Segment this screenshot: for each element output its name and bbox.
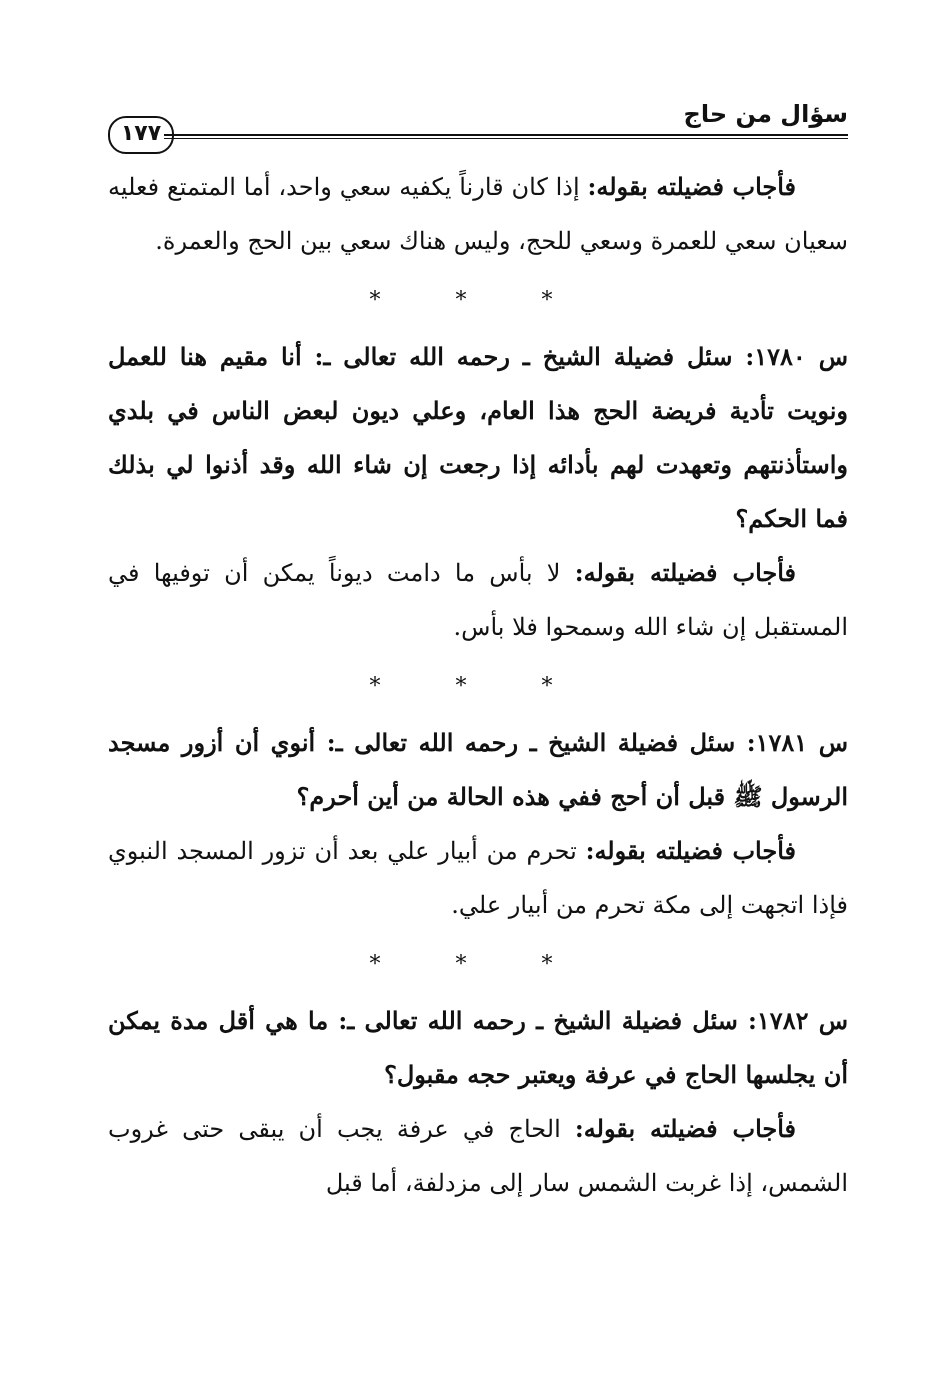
answer-paragraph [108, 160, 848, 268]
header-rule [164, 134, 848, 136]
running-title: سؤال من حاج [683, 100, 848, 128]
answer-paragraph [108, 1102, 848, 1210]
answer-text: الحاج في عرفة يجب أن يبقى حتى غروب الشمس، إذا غربت الشمس سار إلى مزدلفة، أما قبل [108, 1115, 848, 1197]
question-paragraph [108, 716, 848, 824]
answer-label: فأجاب فضيلته بقوله: [587, 172, 797, 201]
question-number: س ١٧٨٢: [748, 1006, 848, 1035]
answer-label: فأجاب فضيلته بقوله: [574, 558, 797, 587]
answer-text: تحرم من أبيار علي بعد أن تزور المسجد النبوي فإذا اتجهت إلى مكة تحرم من أبيار علي. [108, 837, 848, 919]
answer-label: فأجاب فضيلته بقوله: [574, 1114, 796, 1143]
section-separator: * * * [369, 674, 587, 699]
question-paragraph [108, 330, 848, 546]
answer-text: إذا كان قارناً يكفيه سعي واحد، أما المتمتع فعليه سعيان سعي للعمرة وسعي للحج، وليس هناك سعي بين الحج والعمرة. [108, 173, 848, 255]
question-text: سئل فضيلة الشيخ ـ رحمه الله تعالى ـ: أنوي أن أزور مسجد الرسول ﷺ قبل أن أحج ففي هذه الحالة من أين أحرم؟ [108, 728, 848, 811]
question-text: سئل فضيلة الشيخ ـ رحمه الله تعالى ـ: ما هي أقل مدة يمكن أن يجلسها الحاج في عرفة ويعتبر حجه مقبول؟ [108, 1006, 848, 1089]
answer-text: لا بأس ما دامت ديوناً يمكن أن توفيها في المستقبل إن شاء الله وسمحوا فلا بأس. [108, 559, 848, 641]
question-number: س ١٧٨١: [746, 728, 848, 757]
answer-label: فأجاب فضيلته بقوله: [585, 836, 796, 865]
section-separator: * * * [369, 952, 587, 977]
page-number: ١٧٧ [108, 116, 174, 154]
answer-paragraph [108, 824, 848, 932]
page-body [108, 160, 848, 1210]
answer-paragraph [108, 546, 848, 654]
question-paragraph [108, 994, 848, 1102]
question-text: سئل فضيلة الشيخ ـ رحمه الله تعالى ـ: أنا مقيم هنا للعمل ونويت تأدية فريضة الحج هذا العام، وعلي ديون لبعض الناس في بلدي واستأذنتهم وتعهدت لهم بأدائه إذا رجعت إن شاء الله وقد أذنوا لي بذلك فما الحكم؟ [108, 342, 848, 533]
page-header [108, 96, 848, 146]
header-rule-thin [164, 138, 848, 139]
question-number: س ١٧٨٠: [745, 342, 848, 371]
section-separator: * * * [369, 288, 587, 313]
